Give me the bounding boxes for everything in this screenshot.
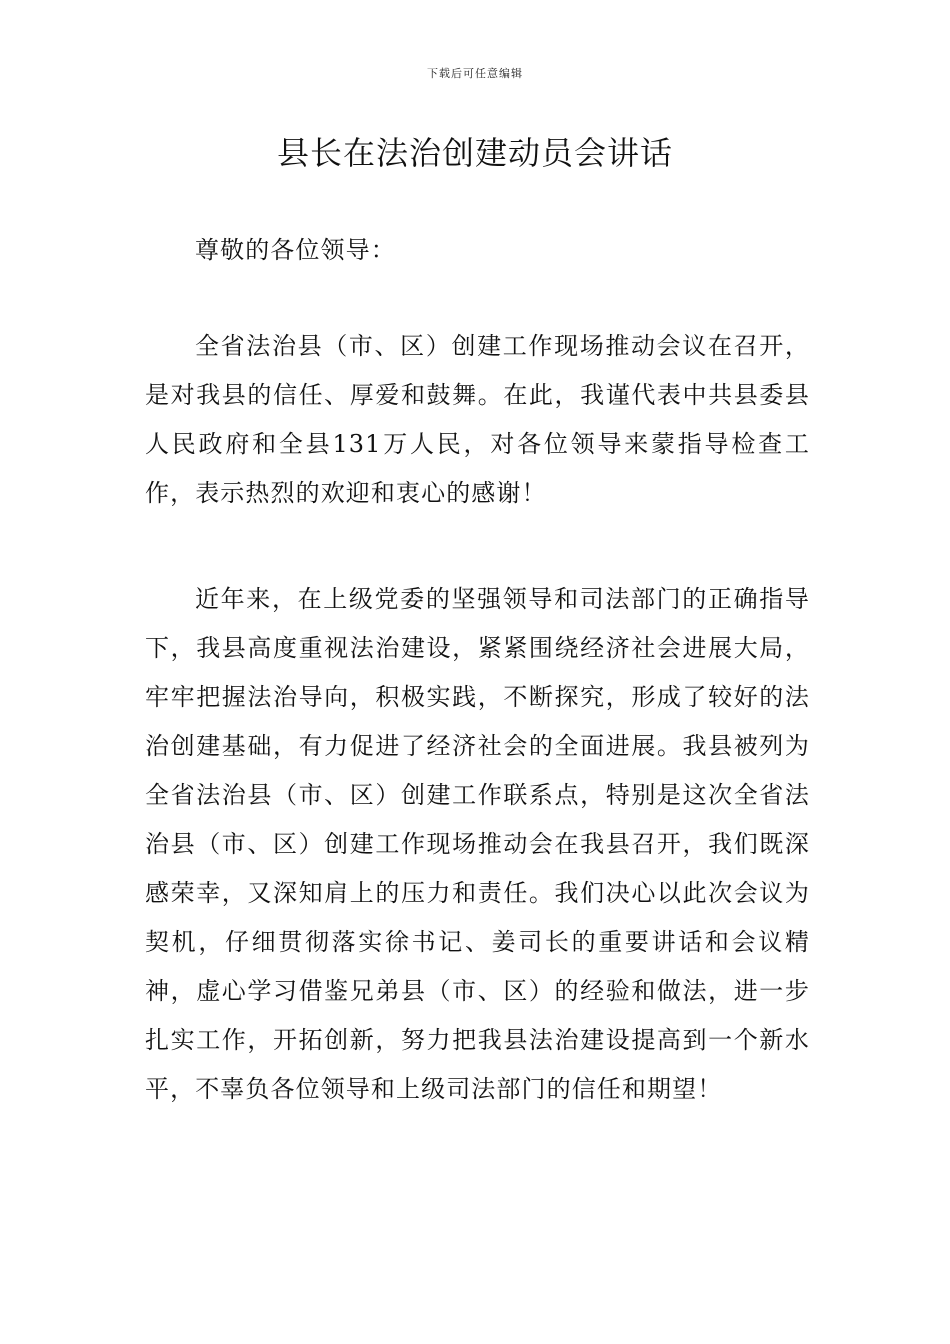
document-title: 县长在法治创建动员会讲话 <box>276 134 673 172</box>
salutation: 尊敬的各位领导： <box>195 236 396 264</box>
header-note: 下载后可任意编辑 <box>427 67 523 80</box>
paragraph-welcome: 全省法治县（市、区）创建工作现场推动会议在召开，是对我县的信任、厚爱和鼓舞。在此，我谨代表中共县委县人民政府和全县131万人民，对各位领导来蒙指导检查工作，表示热烈的欢迎和衷心的感谢！ <box>145 332 810 507</box>
paragraph-achievements: 近年来，在上级党委的坚强领导和司法部门的正确指导下，我县高度重视法治建设，紧紧围绕经济社会进展大局，牢牢把握法治导向，积极实践，不断探究，形成了较好的法治创建基础，有力促进了经济社会的全面进展。我县被列为全省法治县（市、区）创建工作联系点，特别是这次全省法治县（市、区）创建工作现场推动会在我县召开，我们既深感荣幸，又深知肩上的压力和责任。我们决心以此次会议为契机，仔细贯彻落实徐书记、姜司长的重要讲话和会议精神，虚心学习借鉴兄弟县（市、区）的经验和做法，进一步扎实工作，开拓创新，努力把我县法治建设提高到一个新水平，不辜负各位领导和上级司法部门的信任和期望！ <box>145 585 810 1103</box>
